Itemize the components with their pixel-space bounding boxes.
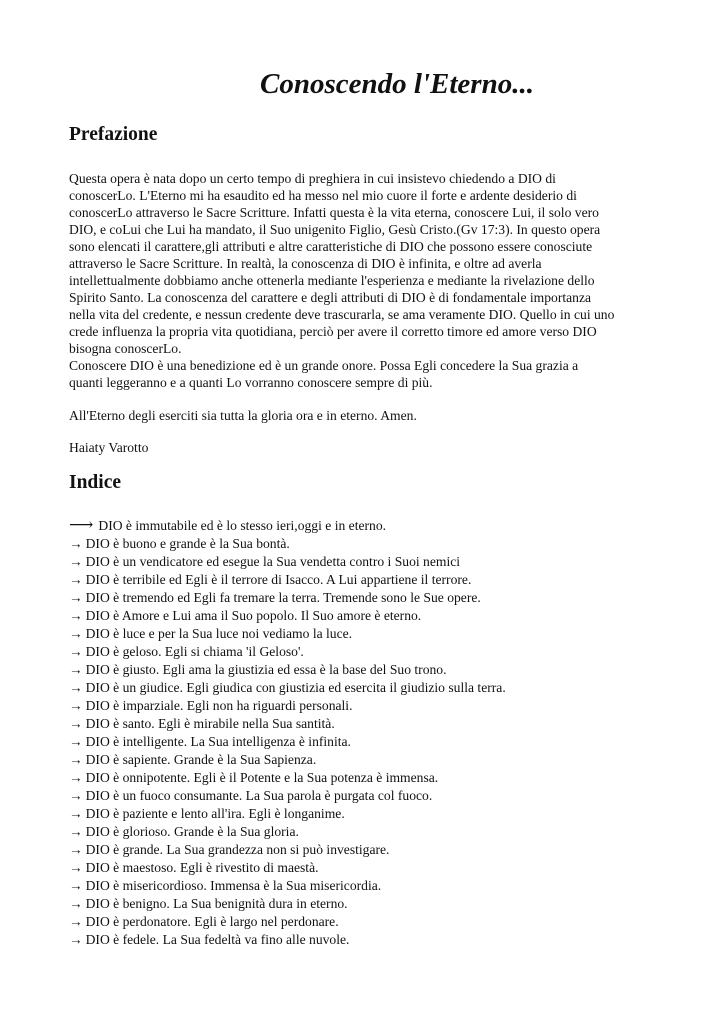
preface-heading: Prefazione	[69, 124, 158, 145]
arrow-right-icon: →	[69, 932, 83, 947]
index-item-text: DIO è intelligente. La Sua intelligenza è infinita.	[85, 734, 351, 749]
index-item	[69, 751, 689, 769]
index-item-text: DIO è glorioso. Grande è la Sua gloria.	[85, 824, 299, 839]
preface-line: quanti leggeranno e a quanti Lo vorranno conoscere sempre di più.	[69, 375, 433, 390]
index-item	[69, 715, 689, 733]
preface-line: nella vita del credente, e nessun credente deve trascurarla, se ama veramente DIO. Quello in cui uno	[69, 307, 615, 322]
preface-line: intellettualmente dobbiamo anche ottenerla mediante l'esperienza e mediante la rivelazione dello	[69, 273, 595, 288]
paragraph-gap	[69, 391, 669, 407]
index-item-text: DIO è un giudice. Egli giudica con giustizia ed esercita il giudizio sulla terra.	[85, 680, 506, 695]
preface-line: Questa opera è nata dopo un certo tempo di preghiera in cui insistevo chiedendo a DIO di	[69, 171, 556, 186]
index-item	[69, 571, 689, 589]
index-item-text: DIO è terribile ed Egli è il terrore di Isacco. A Lui appartiene il terrore.	[85, 572, 472, 587]
index-item	[69, 769, 689, 787]
index-item-text: DIO è imparziale. Egli non ha riguardi personali.	[85, 698, 353, 713]
index-item	[69, 877, 689, 895]
preface-line: crede influenza la propria vita quotidiana, perciò per avere il corretto timore ed amore verso DIO	[69, 324, 597, 339]
index-item-text: DIO è perdonatore. Egli è largo nel perdonare.	[85, 914, 339, 929]
arrow-right-icon: →	[69, 536, 83, 551]
index-item	[69, 535, 689, 553]
index-item	[69, 589, 689, 607]
arrow-right-icon: →	[69, 824, 83, 839]
preface-line: attraverso le Sacre Scritture. In realtà, la conoscenza di DIO è infinita, e oltre ad averla	[69, 256, 542, 271]
index-item	[69, 787, 689, 805]
index-item	[69, 553, 689, 571]
index-item-text: DIO è tremendo ed Egli fa tremare la terra. Tremende sono le Sue opere.	[85, 590, 481, 605]
index-item	[69, 661, 689, 679]
index-item	[69, 517, 689, 535]
arrow-right-icon: →	[69, 914, 83, 929]
index-item-text: DIO è luce e per la Sua luce noi vediamo la luce.	[85, 626, 353, 641]
index-item-text: DIO è sapiente. Grande è la Sua Sapienza.	[85, 752, 317, 767]
preface-line: conoscerLo. L'Eterno mi ha esaudito ed ha messo nel mio cuore il forte e ardente desiderio di	[69, 188, 577, 203]
preface-line: Spirito Santo. La conoscenza del carattere e degli attributi di DIO è di fondamentale importanza	[69, 290, 592, 305]
index-item	[69, 679, 689, 697]
index-item-text: DIO è fedele. La Sua fedeltà va fino alle nuvole.	[85, 932, 350, 947]
index-item-text: DIO è onnipotente. Egli è il Potente e la Sua potenza è immensa.	[85, 770, 439, 785]
index-item-text: DIO è benigno. La Sua benignità dura in eterno.	[85, 896, 348, 911]
index-item-text: DIO è giusto. Egli ama la giustizia ed essa è la base del Suo trono.	[85, 662, 447, 677]
arrow-right-icon: →	[69, 770, 83, 785]
index-item-text: DIO è paziente e lento all'ira. Egli è longanime.	[85, 806, 345, 821]
index-item	[69, 913, 689, 931]
index-item	[69, 643, 689, 661]
index-heading: Indice	[69, 472, 122, 493]
index-item	[69, 859, 689, 877]
preface-line: Conoscere DIO è una benedizione ed è un grande onore. Possa Egli concedere la Sua grazia a	[69, 358, 579, 373]
arrow-right-icon: →	[69, 626, 83, 641]
index-item-text: DIO è Amore e Lui ama il Suo popolo. Il Suo amore è eterno.	[85, 608, 422, 623]
index-item-text: DIO è santo. Egli è mirabile nella Sua santità.	[85, 716, 335, 731]
index-item-text: DIO è immutabile ed è lo stesso ieri,oggi e in eterno.	[98, 518, 387, 533]
arrow-right-icon: →	[69, 860, 83, 875]
index-item	[69, 895, 689, 913]
index-item	[69, 607, 689, 625]
index-item-text: DIO è un fuoco consumante. La Sua parola è purgata col fuoco.	[85, 788, 433, 803]
index-item	[69, 733, 689, 751]
paragraph-gap	[69, 424, 669, 439]
preface-paragraph	[69, 170, 669, 391]
arrow-right-icon: →	[69, 842, 83, 857]
arrow-right-icon: →	[69, 662, 83, 677]
arrow-right-icon: →	[69, 644, 83, 659]
index-item	[69, 823, 689, 841]
index-item	[69, 625, 689, 643]
preface-line: conoscerLo attraverso le Sacre Scritture. Infatti questa è la vita eterna, conoscere Lui, il solo vero	[69, 205, 599, 220]
arrow-right-icon: →	[69, 608, 83, 623]
arrow-right-icon: ⟶	[69, 515, 94, 534]
index-item-text: DIO è buono e grande è la Sua bontà.	[85, 536, 290, 551]
preface-line: DIO, e coLui che Lui ha mandato, il Suo unigenito Figlio, Gesù Cristo.(Gv 17:3). In questo opera	[69, 222, 601, 237]
arrow-right-icon: →	[69, 788, 83, 803]
arrow-right-icon: →	[69, 680, 83, 695]
index-item	[69, 805, 689, 823]
preface-line: bisogna conoscerLo.	[69, 341, 182, 356]
preface-closing: All'Eterno degli eserciti sia tutta la gloria ora e in eterno. Amen.	[69, 408, 417, 423]
arrow-right-icon: →	[69, 572, 83, 587]
arrow-right-icon: →	[69, 698, 83, 713]
arrow-right-icon: →	[69, 878, 83, 893]
index-item-text: DIO è un vendicatore ed esegue la Sua vendetta contro i Suoi nemici	[85, 554, 461, 569]
preface-author: Haiaty Varotto	[69, 440, 149, 455]
arrow-right-icon: →	[69, 734, 83, 749]
index-item-text: DIO è grande. La Sua grandezza non si può investigare.	[85, 842, 390, 857]
index-item-text: DIO è maestoso. Egli è rivestito di maestà.	[85, 860, 319, 875]
index-item-text: DIO è geloso. Egli si chiama 'il Geloso'.	[85, 644, 304, 659]
document-title: Conoscendo l'Eterno...	[260, 68, 534, 100]
arrow-right-icon: →	[69, 554, 83, 569]
arrow-right-icon: →	[69, 896, 83, 911]
preface-line: sono elencati il carattere,gli attributi e altre caratteristiche di DIO che possono essere conosciute	[69, 239, 593, 254]
index-item-text: DIO è misericordioso. Immensa è la Sua misericordia.	[85, 878, 382, 893]
arrow-right-icon: →	[69, 716, 83, 731]
index-list	[69, 517, 689, 949]
index-item	[69, 697, 689, 715]
arrow-right-icon: →	[69, 806, 83, 821]
preface-body	[69, 170, 669, 456]
index-item	[69, 841, 689, 859]
index-item	[69, 931, 689, 949]
arrow-right-icon: →	[69, 590, 83, 605]
arrow-right-icon: →	[69, 752, 83, 767]
